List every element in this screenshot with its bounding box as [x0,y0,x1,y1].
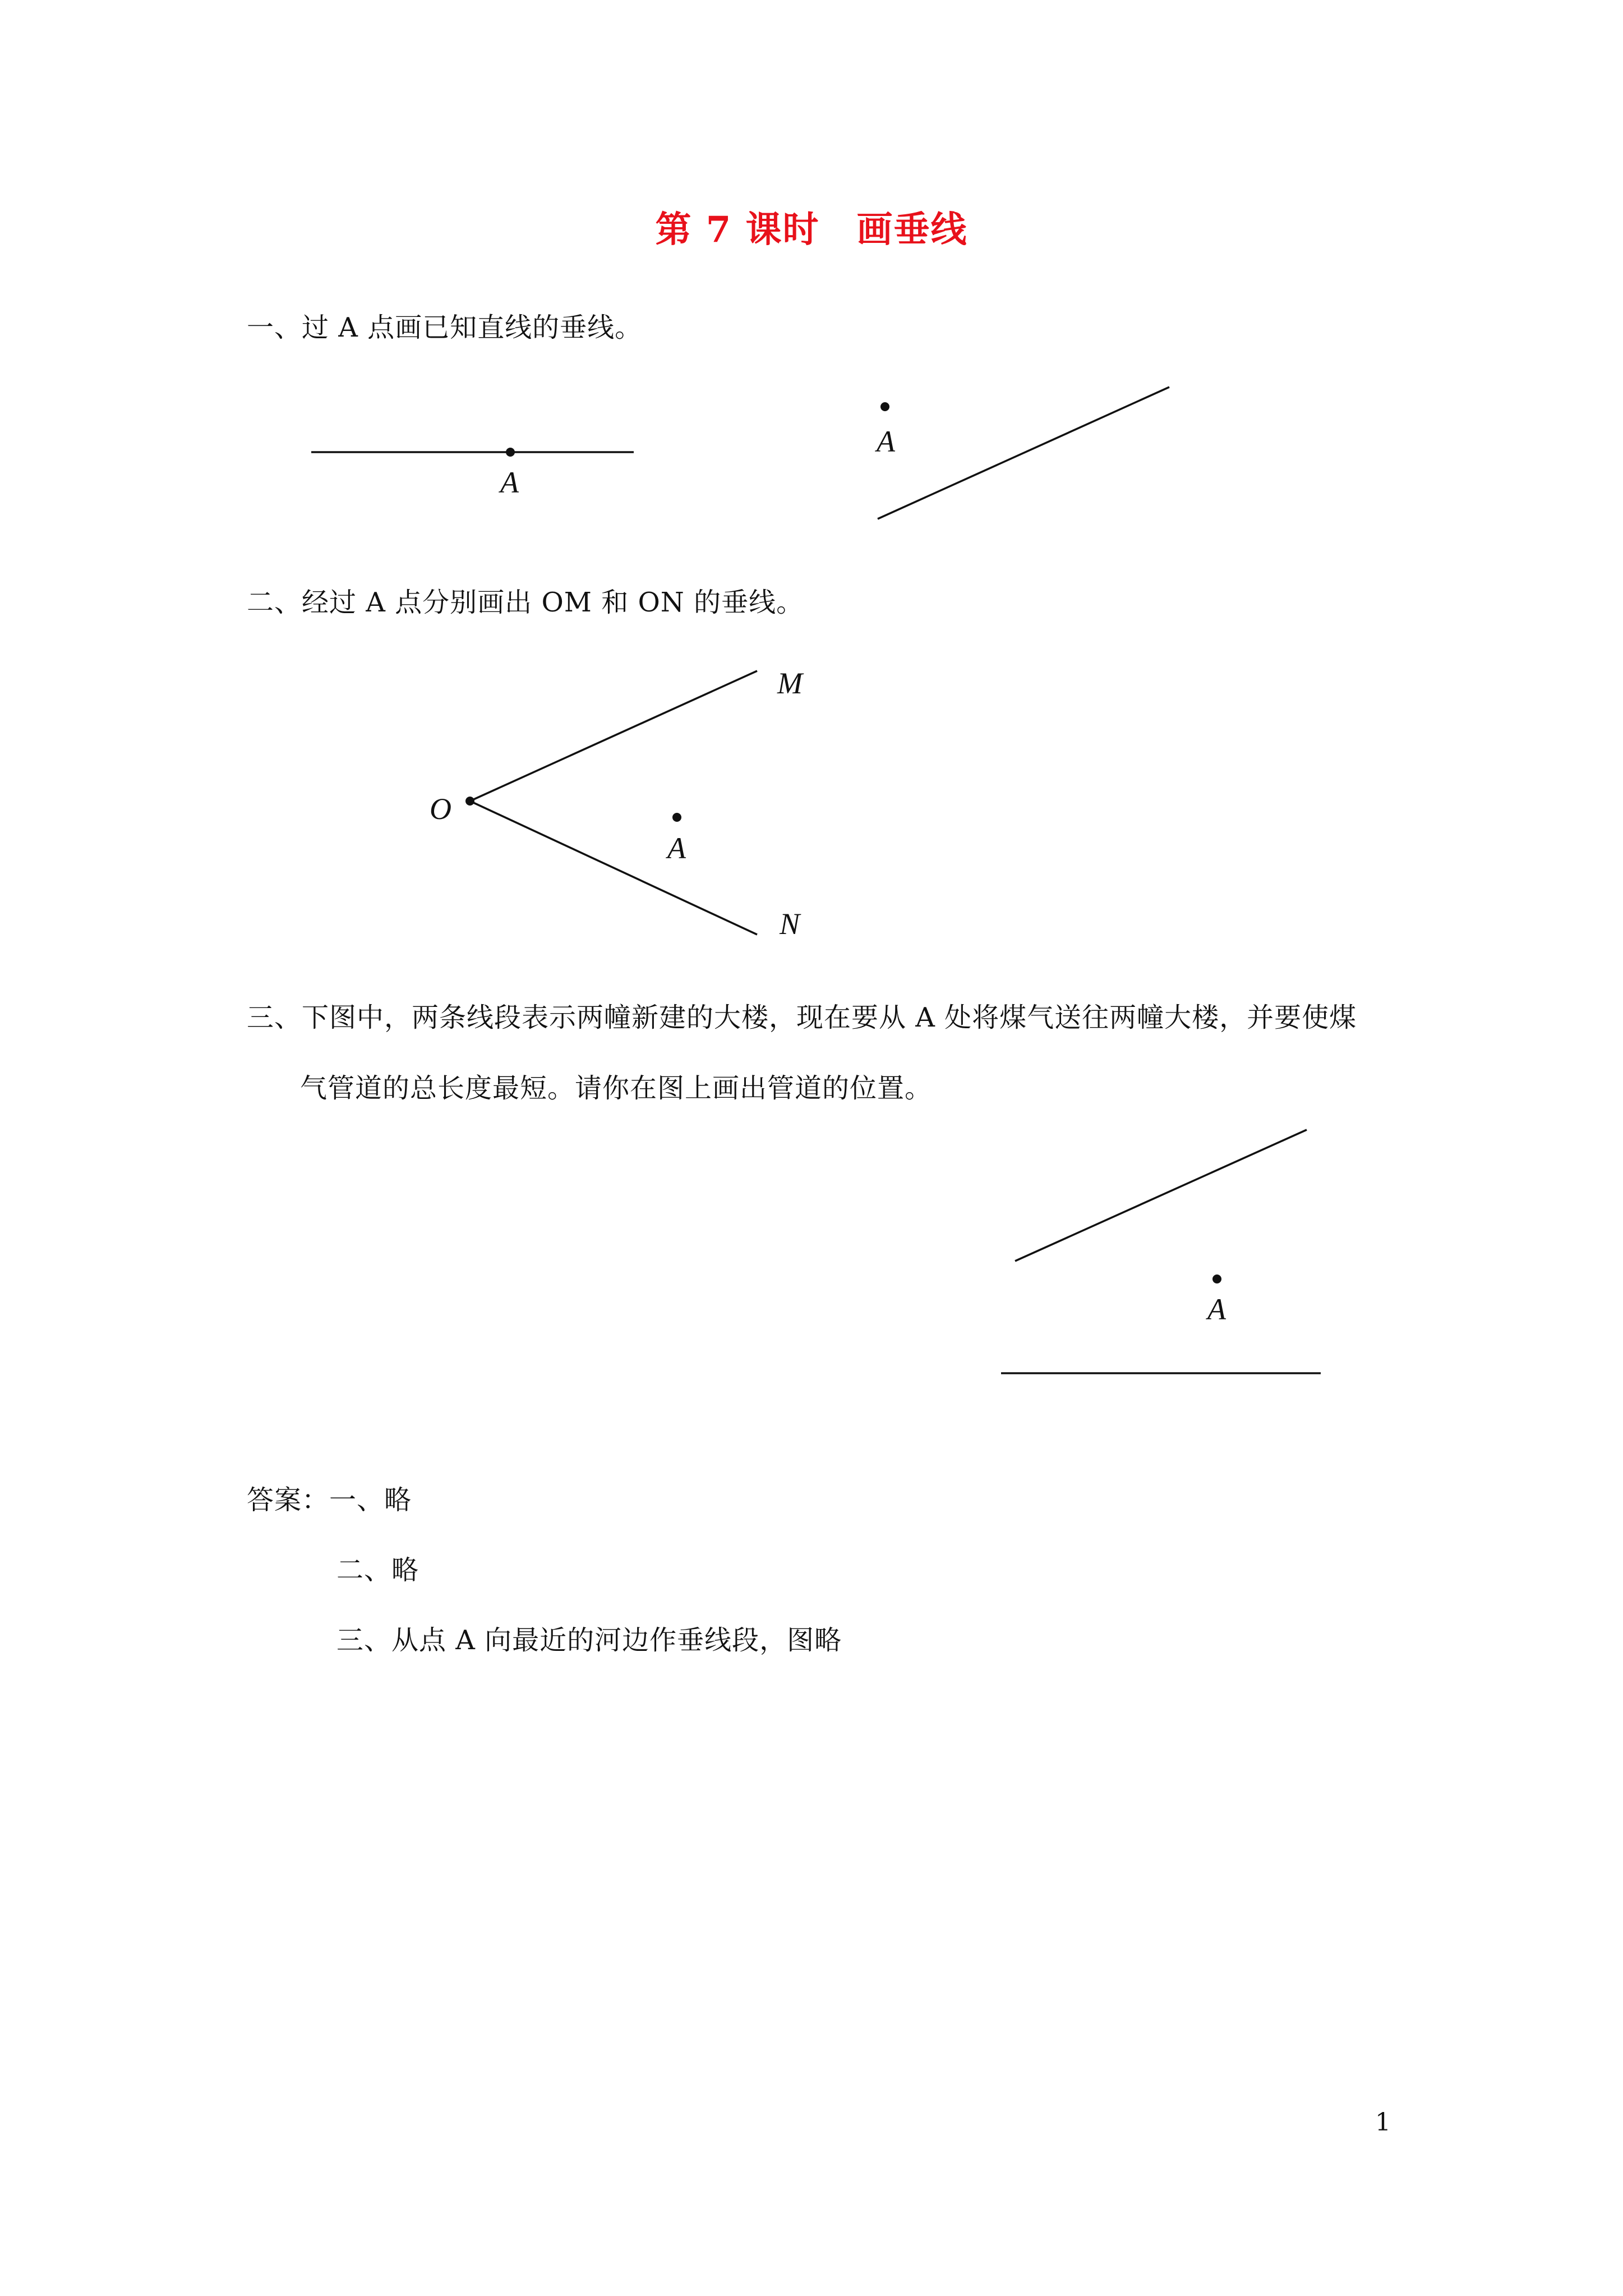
question-3-text-line1: 三、下图中，两条线段表示两幢新建的大楼，现在要从 A 处将煤气送往两幢大楼，并要使煤 [247,1002,1357,1033]
page-title: 第 7 课时 画垂线 [655,209,968,251]
building-segment-slanted [1015,1130,1307,1261]
q3-point-a [1212,1274,1221,1283]
label-n: N [780,907,800,941]
q2-label-a: A [667,831,686,865]
q1-label-a-right: A [877,425,895,458]
label-o: O [430,792,451,826]
answer-line-2: 二、略 [336,1554,419,1586]
label-m: M [777,666,803,700]
question-3-text-line2: 气管道的总长度最短。请你在图上画出管道的位置。 [300,1073,933,1104]
question-2-text: 二、经过 A 点分别画出 OM 和 ON 的垂线。 [247,587,804,618]
point-o [465,797,474,806]
q1-slanted-line [878,387,1169,519]
ray-om [470,671,757,801]
page-number: 1 [1375,2108,1391,2137]
q2-point-a [672,813,681,822]
ray-on [470,801,757,935]
q3-label-a: A [1207,1292,1226,1326]
question-3-figure [1001,1130,1321,1373]
question-2-figure [430,666,804,941]
question-1-figure-right [875,387,1169,519]
answer-line-1: 答案：一、略 [247,1484,412,1516]
q1-point-a-off-line [880,402,889,411]
q1-label-a-left: A [500,466,519,499]
question-1-text: 一、过 A 点画已知直线的垂线。 [247,312,643,343]
q1-point-a-on-line [506,448,515,457]
answer-line-3: 三、从点 A 向最近的河边作垂线段，图略 [336,1625,842,1656]
question-1-figure-left [311,448,634,499]
